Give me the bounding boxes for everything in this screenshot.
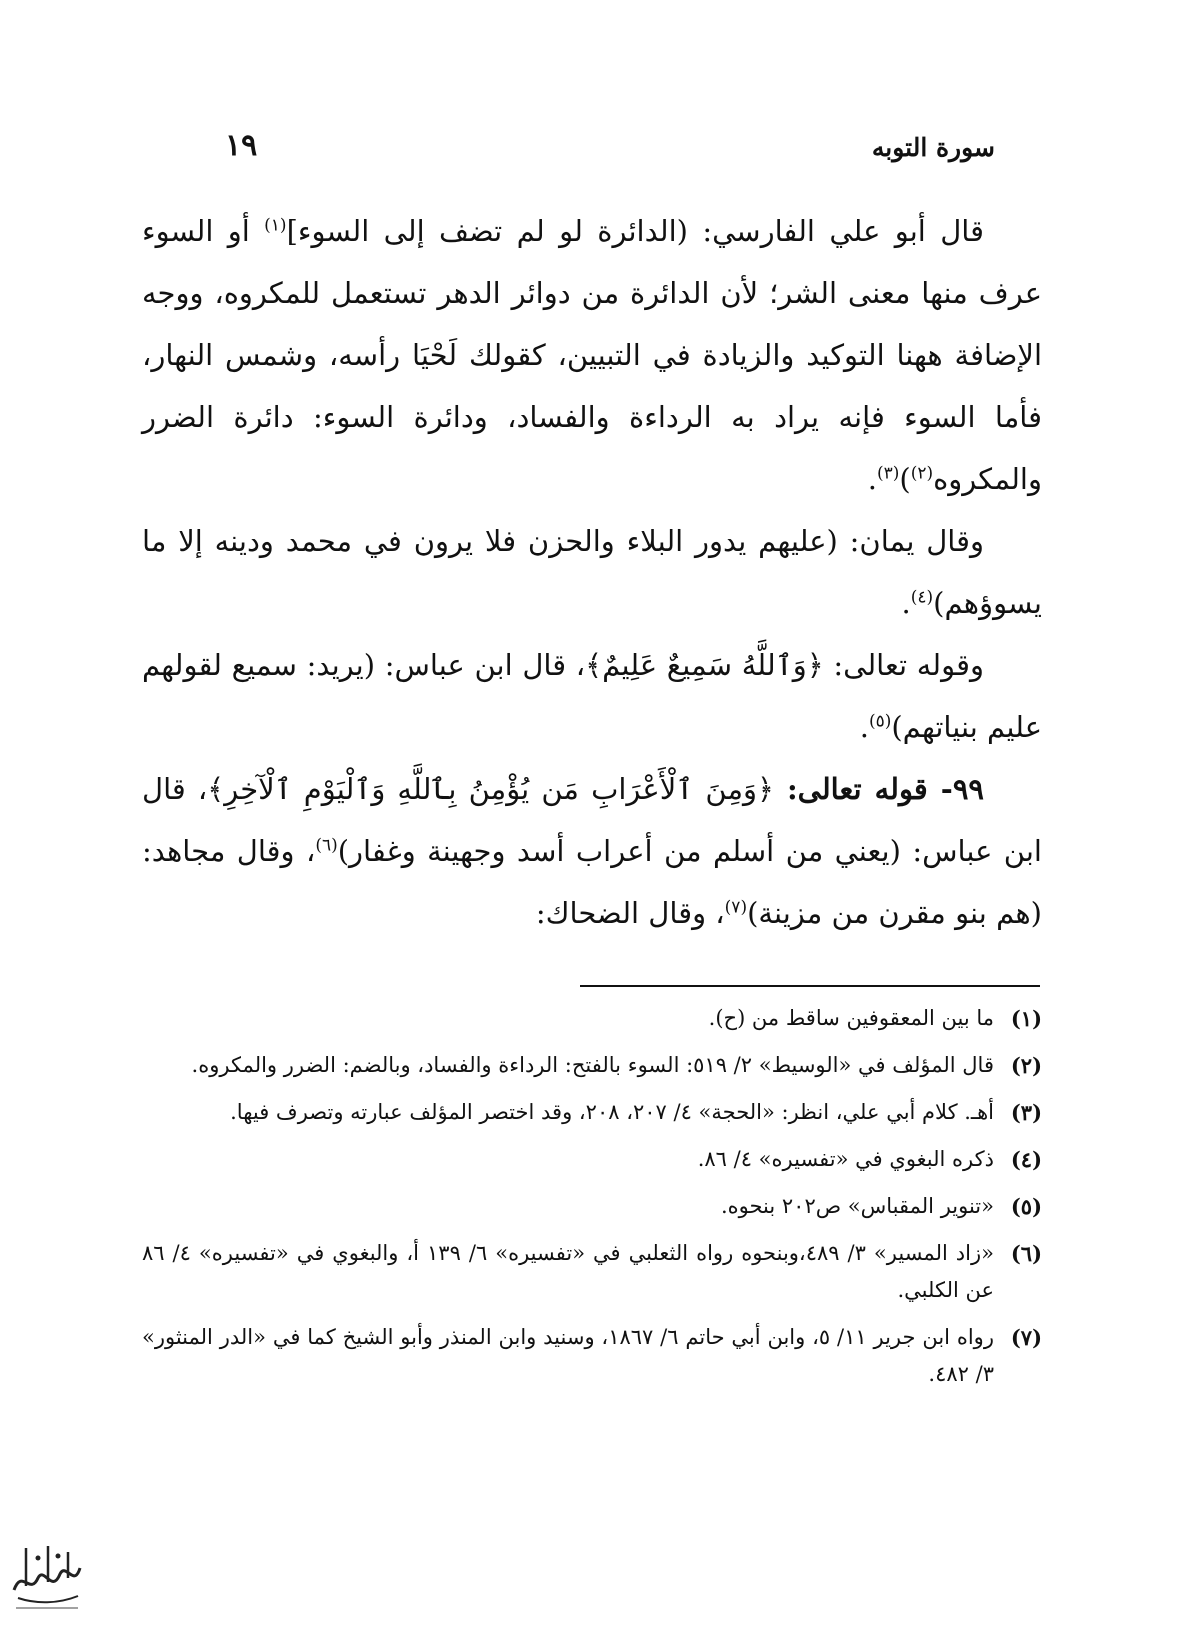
footnote-text: «زاد المسير» ٣/ ٤٨٩،وبنحوه رواه الثعلبي في «تفسيره» ٦/ ١٣٩ أ، والبغوي في «تفسيره» ٤/ ٨٦ عن الكلبي. <box>142 1241 994 1302</box>
footnote-item <box>142 1047 1042 1084</box>
text-run: ، قال ابن عباس: (يريد: سميع لقولهم عليم بنياتهم) <box>142 648 1042 744</box>
paragraph-verse-99 <box>142 758 1042 944</box>
verse-number: ٩٩- <box>940 772 984 806</box>
footnote-text: أهـ. كلام أبي علي، انظر: «الحجة» ٤/ ٢٠٧، ٢٠٨، وقد اختصر المؤلف عبارته وتصرف فيها. <box>230 1100 994 1124</box>
footnote-number: (٥) <box>1010 1194 1042 1219</box>
paragraph-sami-alim <box>142 634 1042 758</box>
text-run: قال أبو علي الفارسي: (الدائرة لو لم تضف إلى السوء] <box>286 214 984 248</box>
text-run: وقوله تعالى: <box>823 648 984 682</box>
footnote-text: قال المؤلف في «الوسيط» ٢/ ٥١٩: السوء بالفتح: الرداءة والفساد، وبالضم: الضرر والمكروه. <box>191 1053 994 1077</box>
footnote-item <box>142 1319 1042 1393</box>
footnotes <box>142 1000 1042 1403</box>
text-run: . <box>859 710 869 744</box>
footnote-text: ما بين المعقوفين ساقط من (ح). <box>708 1006 994 1030</box>
text-run: ) <box>899 462 911 496</box>
running-header-surah: سورة التوبه <box>871 133 995 162</box>
footnote-ref-7: (٧) <box>724 897 748 918</box>
text-run: أو السوء عرف منها معنى الشر؛ لأن الدائرة من دوائر الدهر تستعمل للمكروه، ووجه الإضافة ههنا التوكيد والزيادة في التبيين، كقولك لَحْيَا رأسه، وشمس النهار، فأما السوء فإنه يراد به الرداءة والفساد، ودائرة السوء: دائرة الضرر والمكروه <box>142 214 1042 496</box>
footnote-number: (٧) <box>1010 1325 1042 1350</box>
text-run: وقال يمان: (عليهم يدور البلاء والحزن فلا يرون في محمد ودينه إلا ما يسوؤهم) <box>142 524 1042 620</box>
text-run: ، قال ابن عباس: (يعني من أسلم من أعراب أسد وجهينة وغفار) <box>142 772 1042 868</box>
paragraph-yaman <box>142 510 1042 634</box>
footnote-number: (٦) <box>1010 1241 1042 1266</box>
footnote-number: (٤) <box>1010 1147 1042 1172</box>
footnote-number: (٣) <box>1010 1100 1042 1125</box>
footnote-number: (٢) <box>1010 1053 1042 1078</box>
footnote-text: «تنوير المقباس» ص٢٠٢ بنحوه. <box>720 1194 994 1218</box>
text-run: قوله تعالى: <box>773 772 941 806</box>
footnote-ref-6: (٦) <box>315 835 338 856</box>
quran-verse: ﴿وَٱللَّهُ سَمِيعٌ عَلِيمٌ﴾ <box>585 648 824 682</box>
main-text <box>142 200 1042 944</box>
footnote-item <box>142 1094 1042 1131</box>
paragraph-abu-ali <box>142 200 1042 510</box>
footnote-ref-5: (٥) <box>868 711 892 732</box>
footnote-item <box>142 1188 1042 1225</box>
footnote-ref-2: (٢) <box>910 463 934 484</box>
footnote-text: رواه ابن جرير ١١/ ٥، وابن أبي حاتم ٦/ ١٨٦٧، وسنيد وابن المنذر وأبو الشيخ كما في «الدر المنثور» ٣/ ٤٨٢. <box>142 1325 994 1386</box>
footnote-item <box>142 1235 1042 1309</box>
footnote-ref-1: (١) <box>264 215 287 236</box>
text-run: ، وقال الضحاك: <box>535 896 725 930</box>
text-run: . <box>867 462 877 496</box>
calligraphy-logo <box>8 1538 86 1614</box>
page-number: ١٩ <box>225 128 258 163</box>
footnote-ref-3: (٣) <box>876 463 900 484</box>
footnote-text: ذكره البغوي في «تفسيره» ٤/ ٨٦. <box>697 1147 994 1171</box>
footnote-number: (١) <box>1010 1006 1042 1031</box>
footnote-item <box>142 1000 1042 1037</box>
footnote-separator <box>580 985 1040 987</box>
text-run: ، وقال مجاهد: (هم بنو مقرن من مزينة) <box>142 834 1042 930</box>
text-run: . <box>901 586 911 620</box>
footnote-item <box>142 1141 1042 1178</box>
quran-verse: ﴿وَمِنَ ٱلْأَعْرَابِ مَن يُؤْمِنُ بِٱللَّهِ وَٱلْيَوْمِ ٱلْآخِرِ﴾ <box>207 772 774 806</box>
footnote-ref-4: (٤) <box>910 587 934 608</box>
